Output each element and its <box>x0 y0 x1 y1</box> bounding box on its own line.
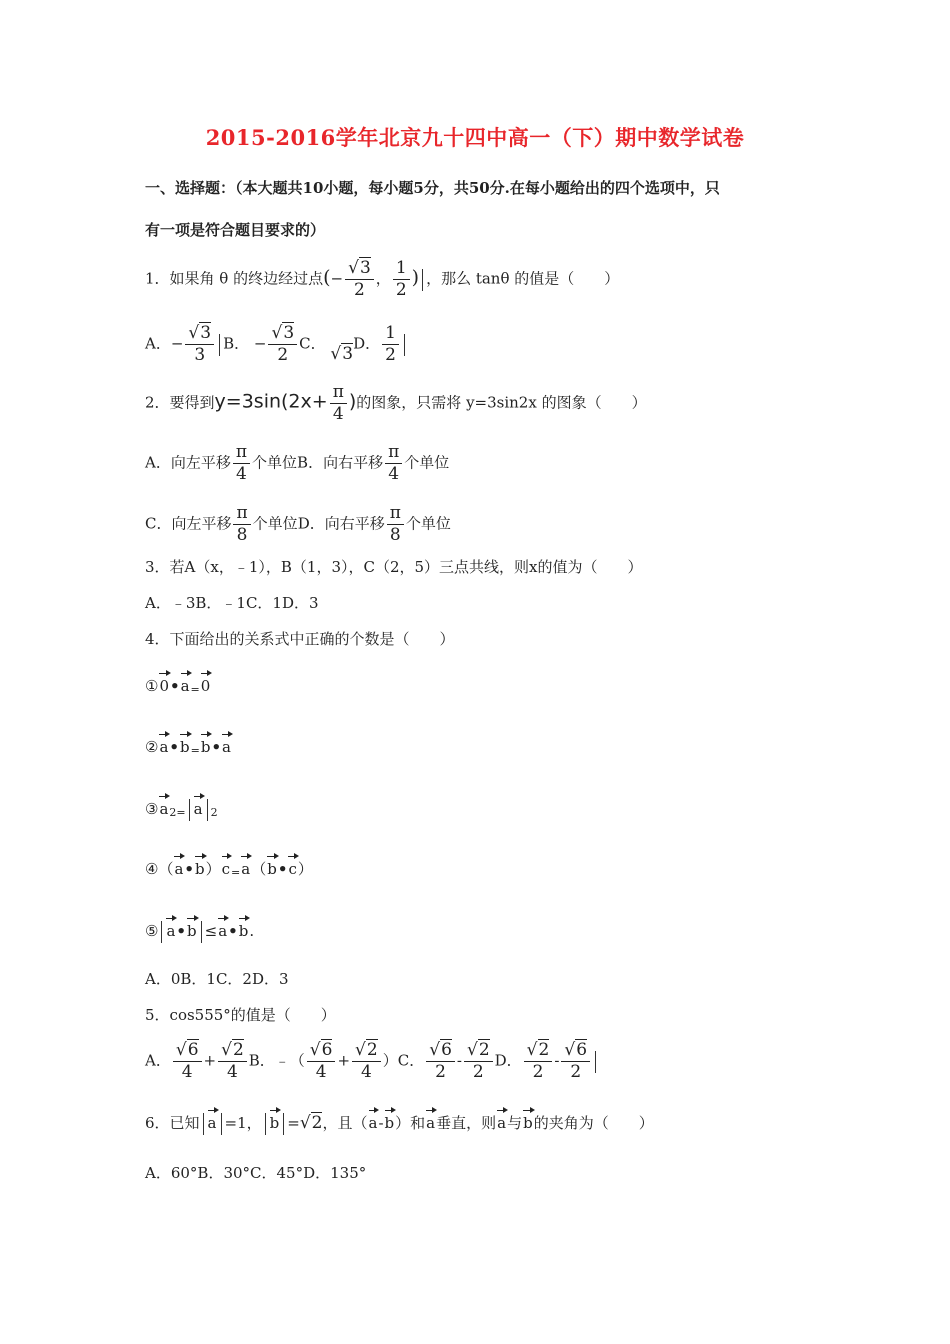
q1-option-c: √3 <box>330 343 354 364</box>
q6-sqrt2: √2 <box>299 1113 323 1133</box>
q2-option-a-frac: $\frac{\pi}{4}$ <box>233 442 250 485</box>
q5-d-frac1: $\frac{√2}{2}$ <box>524 1040 553 1083</box>
question-2: 2．要得到y=3sin(2x+ $\frac{\pi}{4}$ )的图象，只需将 y=3sin2x 的图象（ ） <box>145 382 647 424</box>
q4-options: A．0B．1C．2D．3 <box>145 970 289 988</box>
q4-statement-5: ⑤ a•b ≤a•b. <box>145 921 254 943</box>
q5-b-frac1: $\frac{√6}{4}$ <box>307 1040 336 1083</box>
question-3: 3．若A（x，﹣1），B（1，3），C（2，5）三点共线，则x的值为（ ） <box>145 558 643 576</box>
q2-options-cd: C．向左平移 $\frac{\pi}{8}$ 个单位D．向右平移 $\frac{\pi}{8}$ 个单位 <box>145 503 451 545</box>
q5-c-frac1: $\frac{√6}{2}$ <box>426 1040 455 1083</box>
exam-title: 2015-2016学年北京九十四中高一（下）期中数学试卷 <box>205 125 745 150</box>
q2-options-ab: A．向左平移 $\frac{\pi}{4}$ 个单位B．向右平移 $\frac{\pi}{4}$ 个单位 <box>145 442 450 484</box>
q2-option-b-frac: $\frac{\pi}{4}$ <box>385 442 402 485</box>
q2-option-c-frac: $\frac{\pi}{8}$ <box>233 503 250 546</box>
question-6: 6．已知 a =1， b =√2，且（a-b）和a垂直，则a与b的夹角为（ ） <box>145 1113 654 1133</box>
q4-statement-2: ②a•b=b•a <box>145 738 231 757</box>
q1-options: A．− $\frac{√3}{3}$ B． − $\frac{√3}{2}$ C． √3D． $\frac{1}{2}$ <box>145 323 408 366</box>
section-header-line1: 一、选择题：（本大题共10小题，每小题5分，共50分.在每小题给出的四个选项中，只 <box>145 179 720 197</box>
q5-b-frac2: $\frac{√2}{4}$ <box>352 1040 381 1083</box>
question-5: 5．cos555°的值是（ ） <box>145 1006 336 1024</box>
q1-option-a: $\frac{√3}{3}$ <box>185 323 214 366</box>
section-header-line2: 有一项是符合题目要求的） <box>145 221 326 239</box>
q1-frac-x: $\frac{√3}{2}$ <box>345 258 374 301</box>
q1-option-d: $\frac{1}{2}$ <box>382 323 399 366</box>
question-4: 4．下面给出的关系式中正确的个数是（ ） <box>145 630 455 648</box>
q5-a-frac2: $\frac{√2}{4}$ <box>218 1040 247 1083</box>
q2-pi-over-4: $\frac{\pi}{4}$ <box>330 382 347 425</box>
q5-d-frac2: $\frac{√6}{2}$ <box>561 1040 590 1083</box>
q4-statement-3: ③a2= a 2 <box>145 800 218 819</box>
q2-option-d-frac: $\frac{\pi}{8}$ <box>387 503 404 546</box>
q3-options: A．﹣3B．﹣1C．1D．3 <box>145 594 319 612</box>
question-1: 1．如果角 θ 的终边经过点(− $\frac{√3}{2}$ ， $\frac{1}{2}$ ) ，那么 tanθ 的值是（ ） <box>145 258 620 300</box>
q1-prefix: 1．如果角 θ 的终边经过点 <box>145 269 324 288</box>
q1-option-b: $\frac{√3}{2}$ <box>268 323 297 366</box>
q1-frac-y: $\frac{1}{2}$ <box>393 258 410 301</box>
q1-neg: − <box>330 269 344 288</box>
q6-options: A．60°B．30°C．45°D．135° <box>145 1164 367 1182</box>
q5-a-frac1: $\frac{√6}{4}$ <box>173 1040 202 1083</box>
q4-statement-1: ①0•a=0 <box>145 677 211 696</box>
q1-suffix: ，那么 tanθ 的值是（ ） <box>426 269 620 288</box>
q5-c-frac2: $\frac{√2}{2}$ <box>464 1040 493 1083</box>
q5-options: A． $\frac{√6}{4}$ + $\frac{√2}{4}$ B．﹣（ $\frac{√6}{4}$ + $\frac{√2}{4}$ ）C． $\frac{√6}{2}$ - $\frac{√2}{2}$ D． $\frac{√2}{2}$ - $\frac{√6}{2}$ <box>145 1040 599 1083</box>
q4-statement-4: ④（a•b）c=a（b•c） <box>145 860 313 879</box>
